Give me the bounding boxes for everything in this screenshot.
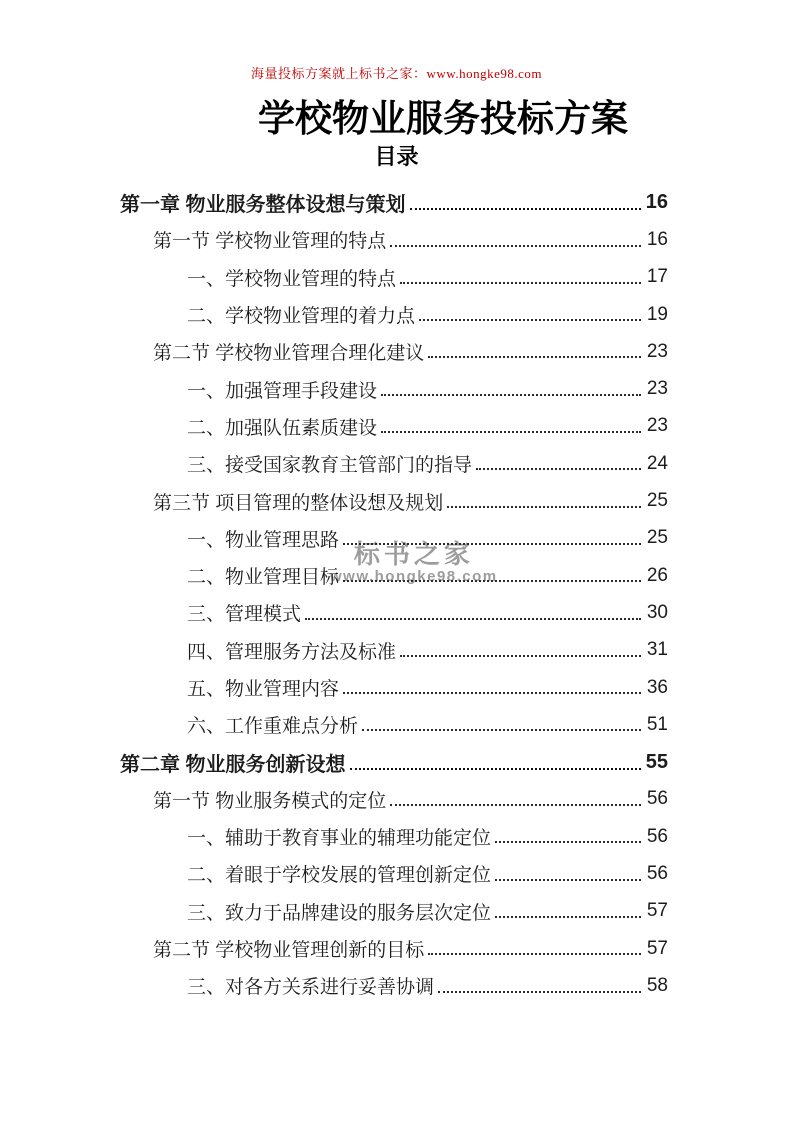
site-promo-notice: 海量投标方案就上标书之家：www.hongke98.com <box>251 66 542 81</box>
toc-heading: 目录 <box>374 144 419 169</box>
toc-entry-label: 四、管理服务方法及标准 <box>187 641 397 663</box>
toc-page-number: 26 <box>646 564 668 586</box>
toc-page-number: 16 <box>645 191 668 214</box>
toc-entry[interactable] <box>120 743 668 780</box>
toc-entry[interactable] <box>120 296 668 333</box>
toc-dot-leader <box>438 991 641 993</box>
toc-entry-label: 二、物业管理目标 <box>187 567 340 589</box>
toc-entry-label: 第二节 学校物业管理创新的目标 <box>153 940 425 962</box>
toc-entry-label: 一、加强管理手段建设 <box>187 380 378 402</box>
toc-dot-leader <box>343 580 641 582</box>
toc-dot-leader <box>350 768 641 770</box>
toc-entry[interactable] <box>120 259 668 296</box>
toc-entry[interactable] <box>120 557 668 594</box>
toc-entry-label: 三、接受国家教育主管部门的指导 <box>187 455 473 477</box>
watermark-brand-text: 标书之家 <box>353 539 474 569</box>
toc-entry[interactable] <box>120 855 668 892</box>
toc-page-number: 51 <box>646 713 668 735</box>
toc-page-number: 56 <box>646 862 668 884</box>
toc-page-number: 23 <box>646 415 668 437</box>
toc-dot-leader <box>495 879 641 881</box>
toc-entry-label: 二、加强队伍素质建设 <box>187 417 378 439</box>
toc-entry[interactable] <box>120 967 668 1004</box>
toc-entry[interactable] <box>120 333 668 370</box>
toc-dot-leader <box>495 841 641 843</box>
toc-page-number: 57 <box>646 937 668 959</box>
toc-page-number: 58 <box>646 974 668 996</box>
toc-entry[interactable] <box>120 893 668 930</box>
toc-entry[interactable] <box>120 930 668 967</box>
toc-entry[interactable] <box>120 482 668 519</box>
toc-entry-label: 第二章 物业服务创新设想 <box>120 753 346 776</box>
toc-entry[interactable] <box>120 781 668 818</box>
toc-dot-leader <box>447 506 641 508</box>
toc-page-number: 17 <box>646 266 668 288</box>
toc-entry-label: 第一节 学校物业管理的特点 <box>153 231 387 253</box>
toc-entry-label: 一、物业管理思路 <box>187 529 340 551</box>
toc-page-number: 23 <box>646 378 668 400</box>
watermark-url-text: www.hongke98.com <box>330 568 498 585</box>
toc-entry[interactable] <box>120 445 668 482</box>
toc-page-number: 23 <box>646 340 668 362</box>
toc-dot-leader <box>428 953 641 955</box>
toc-entry[interactable] <box>120 184 668 221</box>
toc-entry-label: 第三节 项目管理的整体设想及规划 <box>153 492 444 514</box>
toc-entry-label: 第一节 物业服务模式的定位 <box>153 790 387 812</box>
toc-dot-leader <box>381 394 641 396</box>
toc-page-number: 19 <box>646 303 668 325</box>
toc-entry-label: 二、着眼于学校发展的管理创新定位 <box>187 865 492 887</box>
toc-page-number: 36 <box>646 676 668 698</box>
toc-dot-leader <box>476 468 641 470</box>
toc-entry-label: 二、学校物业管理的着力点 <box>187 306 416 328</box>
document-title: 学校物业服务投标方案 <box>258 99 628 140</box>
toc-entry[interactable] <box>120 669 668 706</box>
toc-page-number: 24 <box>646 452 668 474</box>
toc-page-number: 55 <box>645 750 668 773</box>
toc-entry-label: 第二节 学校物业管理合理化建议 <box>153 343 425 365</box>
toc-entry[interactable] <box>120 594 668 631</box>
toc-entry-label: 第一章 物业服务整体设想与策划 <box>120 194 406 217</box>
toc-entry[interactable] <box>120 408 668 445</box>
toc-dot-leader <box>390 804 641 806</box>
toc-entry[interactable] <box>120 632 668 669</box>
toc-page-number: 30 <box>646 601 668 623</box>
toc-entry-label: 三、致力于品牌建设的服务层次定位 <box>187 902 492 924</box>
toc-dot-leader <box>362 729 641 731</box>
toc-dot-leader <box>381 431 641 433</box>
toc-entry[interactable] <box>120 221 668 258</box>
toc-dot-leader <box>428 356 641 358</box>
toc-dot-leader <box>400 282 641 284</box>
toc-entry[interactable] <box>120 520 668 557</box>
toc-dot-leader <box>390 245 641 247</box>
toc-entry-label: 三、管理模式 <box>187 604 302 626</box>
toc-page-number: 31 <box>646 639 668 661</box>
toc-page-number: 56 <box>646 825 668 847</box>
toc-dot-leader <box>419 319 641 321</box>
toc-dot-leader <box>495 916 641 918</box>
toc-page-number: 57 <box>646 900 668 922</box>
toc-dot-leader <box>410 208 641 210</box>
toc-page-number: 25 <box>646 490 668 512</box>
table-of-contents <box>120 184 668 1005</box>
toc-entry[interactable] <box>120 818 668 855</box>
toc-dot-leader <box>343 543 641 545</box>
toc-entry-label: 一、辅助于教育事业的辅理功能定位 <box>187 828 492 850</box>
toc-page-number: 56 <box>646 788 668 810</box>
toc-page-number: 16 <box>646 228 668 250</box>
toc-entry-label: 三、对各方关系进行妥善协调 <box>187 977 435 999</box>
toc-entry[interactable] <box>120 706 668 743</box>
toc-entry[interactable] <box>120 370 668 407</box>
toc-entry-label: 一、学校物业管理的特点 <box>187 268 397 290</box>
toc-entry-label: 六、工作重难点分析 <box>187 716 359 738</box>
toc-entry-label: 五、物业管理内容 <box>187 679 340 700</box>
toc-page-number: 25 <box>646 527 668 549</box>
toc-dot-leader <box>400 655 641 657</box>
toc-dot-leader <box>343 692 641 694</box>
toc-dot-leader <box>305 618 641 620</box>
